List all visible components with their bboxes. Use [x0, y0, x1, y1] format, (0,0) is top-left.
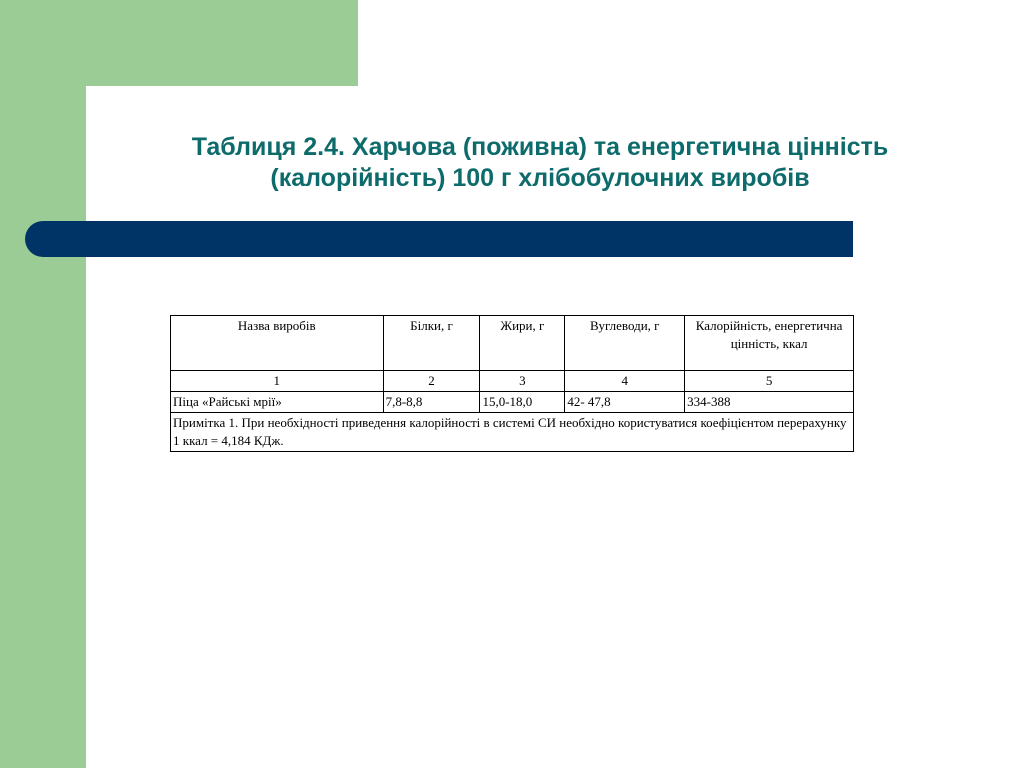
title-line-1: Таблиця 2.4. Харчова (поживна) та енергетична цінність [191, 133, 889, 161]
header-cell-calories: Калорійність, енергетична цінність, ккал [685, 316, 854, 371]
table-note: Примітка 1. При необхідності приведення калорійності в системі СИ необхідно користуватися коефіцієнтом перерахунку 1 ккал = 4,184 КДж. [171, 413, 854, 452]
cell-product-name: Піца «Райські мрії» [171, 392, 384, 413]
cell-calories: 334-388 [685, 392, 854, 413]
green-top-band [0, 0, 358, 86]
column-number: 5 [685, 371, 854, 392]
cell-carbs: 42- 47,8 [565, 392, 685, 413]
slide-title [110, 132, 970, 194]
header-cell-proteins: Білки, г [383, 316, 480, 371]
table-header-row [171, 316, 854, 371]
header-cell-fats: Жири, г [480, 316, 565, 371]
table-note-row [171, 413, 854, 452]
header-cell-carbs: Вуглеводи, г [565, 316, 685, 371]
table-number-row [171, 371, 854, 392]
nutrition-table [170, 315, 854, 452]
column-number: 4 [565, 371, 685, 392]
column-number: 2 [383, 371, 480, 392]
title-line-2: (калорійність) 100 г хлібобулочних виробів [270, 164, 810, 192]
column-number: 1 [171, 371, 384, 392]
cell-fats: 15,0-18,0 [480, 392, 565, 413]
header-cell-name: Назва виробів [171, 316, 384, 371]
column-number: 3 [480, 371, 565, 392]
green-side-band [0, 0, 86, 768]
table-row [171, 392, 854, 413]
title-underline-bar [25, 221, 853, 257]
cell-proteins: 7,8-8,8 [383, 392, 480, 413]
